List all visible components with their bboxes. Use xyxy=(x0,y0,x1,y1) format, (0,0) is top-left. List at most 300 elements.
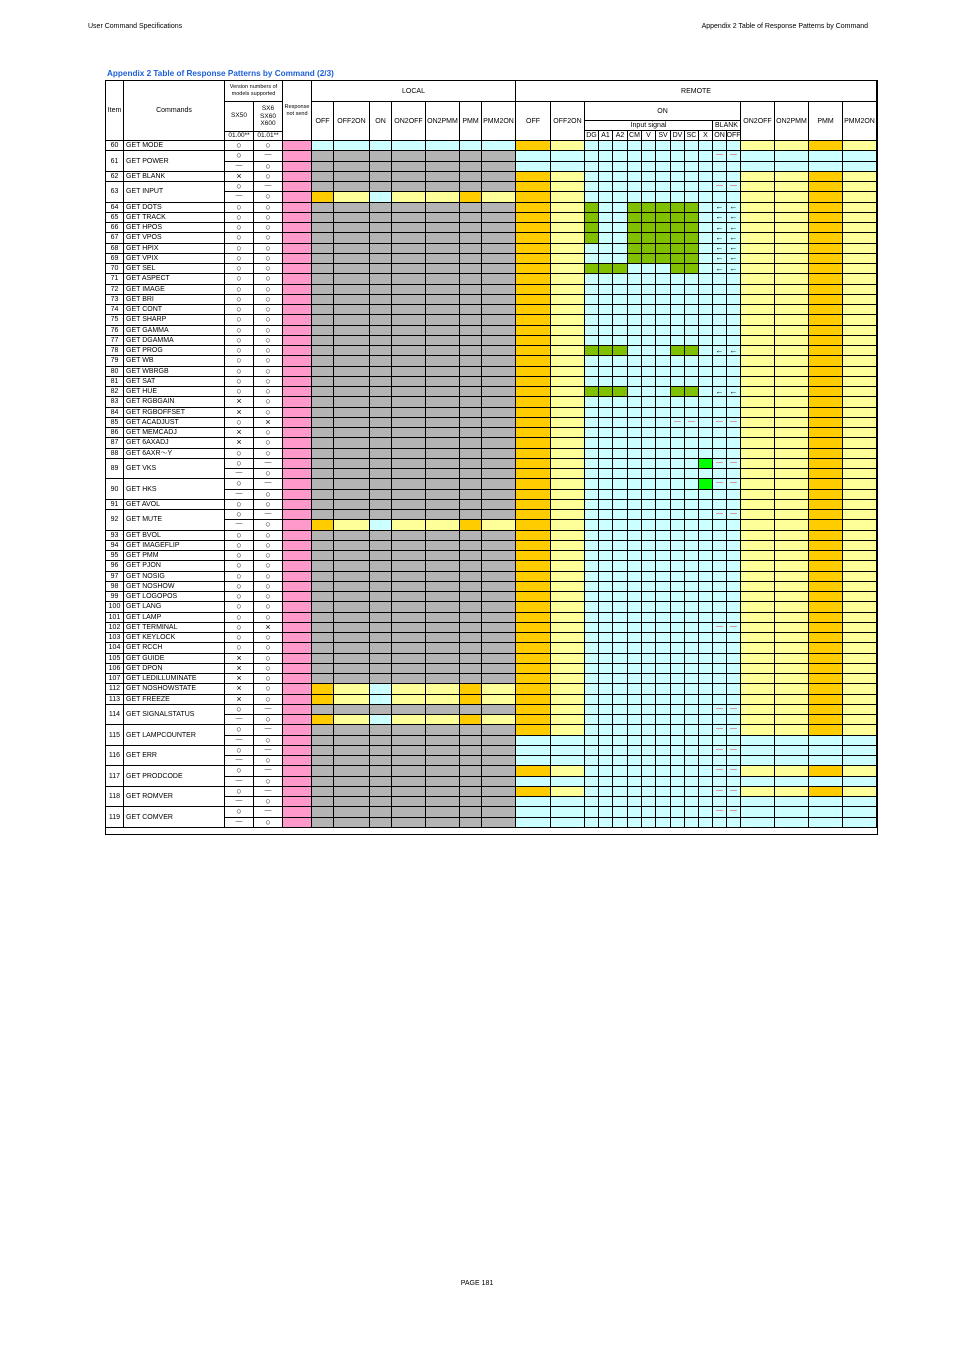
local-state-cell xyxy=(460,623,482,633)
response-cell xyxy=(283,551,312,561)
version-mark-sx50: × xyxy=(225,654,254,664)
version-mark-sx50: ○ xyxy=(225,725,254,735)
row-command: GET SAT xyxy=(124,377,225,387)
response-cell xyxy=(283,305,312,315)
remote-state-cell xyxy=(642,572,656,582)
remote-state-cell xyxy=(741,633,775,643)
remote-state-cell xyxy=(585,561,599,571)
remote-state-cell xyxy=(727,162,741,172)
remote-state-cell xyxy=(741,643,775,653)
remote-state-cell xyxy=(585,746,599,756)
remote-state-cell xyxy=(843,213,877,223)
version-mark-sx60: ○ xyxy=(254,285,283,295)
local-state-cell xyxy=(334,479,370,489)
remote-state-cell xyxy=(699,787,713,797)
local-state-cell xyxy=(370,643,392,653)
local-state-cell xyxy=(334,469,370,479)
local-state-cell xyxy=(312,315,334,325)
remote-state-cell xyxy=(599,162,613,172)
remote-state-cell xyxy=(516,715,551,725)
remote-state-cell xyxy=(628,367,642,377)
remote-state-cell xyxy=(809,520,843,530)
local-state-cell xyxy=(370,695,392,705)
remote-state-cell xyxy=(741,203,775,213)
remote-state-cell xyxy=(685,182,699,192)
remote-state-cell xyxy=(843,356,877,366)
version-mark-sx60: ○ xyxy=(254,797,283,807)
remote-state-cell xyxy=(656,213,671,223)
remote-state-cell xyxy=(699,469,713,479)
local-state-cell xyxy=(392,151,426,161)
local-state-cell xyxy=(460,346,482,356)
local-state-cell xyxy=(334,182,370,192)
local-state-cell xyxy=(312,510,334,520)
remote-state-cell xyxy=(671,408,685,418)
remote-state-cell xyxy=(699,367,713,377)
local-state-cell xyxy=(334,326,370,336)
local-state-cell xyxy=(312,807,334,817)
remote-state-cell xyxy=(809,182,843,192)
remote-state-cell xyxy=(809,408,843,418)
response-cell xyxy=(283,623,312,633)
local-state-cell xyxy=(392,623,426,633)
remote-state-cell xyxy=(699,807,713,817)
version-mark-sx60: ○ xyxy=(254,162,283,172)
local-state-cell xyxy=(370,715,392,725)
version-mark-sx60: ○ xyxy=(254,223,283,233)
remote-state-cell xyxy=(741,274,775,284)
local-state-cell xyxy=(460,356,482,366)
remote-state-cell xyxy=(599,623,613,633)
local-state-cell xyxy=(334,141,370,151)
remote-state-cell xyxy=(775,736,809,746)
remote-state-cell xyxy=(727,469,741,479)
remote-state-cell xyxy=(551,654,585,664)
local-state-cell xyxy=(426,305,460,315)
local-state-cell xyxy=(426,715,460,725)
remote-state-cell xyxy=(599,633,613,643)
remote-state-cell xyxy=(671,500,685,510)
remote-state-cell xyxy=(775,510,809,520)
remote-state-cell xyxy=(516,777,551,787)
remote-state-cell xyxy=(551,500,585,510)
remote-state-cell xyxy=(809,736,843,746)
remote-state-cell xyxy=(585,449,599,459)
local-state-cell xyxy=(312,213,334,223)
local-state-cell xyxy=(334,203,370,213)
local-state-cell xyxy=(370,613,392,623)
blank-arrow-icon: ← xyxy=(713,203,727,213)
remote-state-cell xyxy=(699,613,713,623)
row-item-number: 84 xyxy=(106,408,124,418)
remote-state-cell xyxy=(671,192,685,202)
remote-state-cell xyxy=(699,766,713,776)
remote-state-cell xyxy=(699,438,713,448)
remote-state-cell xyxy=(713,643,727,653)
remote-state-cell xyxy=(551,172,585,182)
row-command: GET WB xyxy=(124,356,225,366)
local-state-cell xyxy=(482,715,516,725)
version-mark-sx60: ○ xyxy=(254,346,283,356)
remote-state-cell xyxy=(585,397,599,407)
remote-state-cell xyxy=(656,285,671,295)
row-command: GET RGBGAIN xyxy=(124,397,225,407)
remote-state-cell xyxy=(516,459,551,469)
remote-state-cell xyxy=(727,520,741,530)
remote-state-cell xyxy=(628,807,642,817)
remote-state-cell xyxy=(599,356,613,366)
remote-state-cell xyxy=(599,572,613,582)
remote-state-cell xyxy=(699,356,713,366)
remote-state-cell xyxy=(685,531,699,541)
remote-state-cell xyxy=(516,797,551,807)
remote-state-cell xyxy=(628,818,642,828)
remote-state-cell xyxy=(599,295,613,305)
remote-state-cell xyxy=(551,244,585,254)
version-mark-sx60: ○ xyxy=(254,592,283,602)
row-item-number: 114 xyxy=(106,705,124,726)
local-state-cell xyxy=(460,479,482,489)
response-cell xyxy=(283,674,312,684)
local-state-cell xyxy=(392,510,426,520)
remote-state-cell xyxy=(671,203,685,213)
remote-state-cell xyxy=(516,377,551,387)
remote-state-cell xyxy=(671,254,685,264)
local-state-cell xyxy=(334,520,370,530)
remote-state-cell xyxy=(585,428,599,438)
remote-state-cell xyxy=(642,510,656,520)
remote-state-cell xyxy=(642,766,656,776)
remote-state-cell xyxy=(699,285,713,295)
response-cell xyxy=(283,582,312,592)
remote-state-cell xyxy=(585,264,599,274)
remote-state-cell xyxy=(551,346,585,356)
row-command: GET FREEZE xyxy=(124,695,225,705)
remote-state-cell xyxy=(516,705,551,715)
version-mark-sx50: ○ xyxy=(225,315,254,325)
remote-state-cell xyxy=(775,797,809,807)
remote-state-cell xyxy=(809,531,843,541)
remote-state-cell xyxy=(628,315,642,325)
remote-state-cell xyxy=(775,643,809,653)
remote-state-cell xyxy=(656,602,671,612)
remote-state-cell xyxy=(656,356,671,366)
remote-state-cell xyxy=(585,490,599,500)
header-local-col: OFF xyxy=(312,102,334,141)
local-state-cell xyxy=(370,418,392,428)
version-mark-sx50: ○ xyxy=(225,807,254,817)
remote-state-cell xyxy=(599,818,613,828)
remote-state-cell xyxy=(613,787,628,797)
version-mark-sx50: × xyxy=(225,695,254,705)
local-state-cell xyxy=(482,367,516,377)
version-mark-sx60: ○ xyxy=(254,572,283,582)
remote-state-cell xyxy=(713,674,727,684)
local-state-cell xyxy=(460,725,482,735)
remote-state-cell xyxy=(741,818,775,828)
local-state-cell xyxy=(334,643,370,653)
remote-state-cell xyxy=(671,695,685,705)
remote-state-cell xyxy=(741,582,775,592)
local-state-cell xyxy=(482,244,516,254)
remote-state-cell xyxy=(685,213,699,223)
remote-state-cell xyxy=(775,346,809,356)
row-item-number: 79 xyxy=(106,356,124,366)
local-state-cell xyxy=(460,244,482,254)
remote-state-cell xyxy=(613,602,628,612)
local-state-cell xyxy=(426,326,460,336)
row-command: GET WBRGB xyxy=(124,367,225,377)
remote-state-cell xyxy=(551,756,585,766)
version-mark-sx50: ○ xyxy=(225,572,254,582)
local-state-cell xyxy=(482,818,516,828)
remote-state-cell xyxy=(628,479,642,489)
remote-state-cell xyxy=(551,397,585,407)
local-state-cell xyxy=(482,315,516,325)
local-state-cell xyxy=(460,223,482,233)
remote-state-cell xyxy=(656,192,671,202)
remote-state-cell xyxy=(599,479,613,489)
version-mark-sx60: ○ xyxy=(254,500,283,510)
remote-state-cell xyxy=(741,428,775,438)
remote-state-cell xyxy=(775,315,809,325)
remote-state-cell xyxy=(685,408,699,418)
remote-state-cell xyxy=(843,684,877,694)
local-state-cell xyxy=(426,664,460,674)
remote-state-cell xyxy=(551,705,585,715)
remote-state-cell xyxy=(741,162,775,172)
local-state-cell xyxy=(312,397,334,407)
remote-state-cell xyxy=(685,346,699,356)
local-state-cell xyxy=(426,274,460,284)
local-state-cell xyxy=(392,223,426,233)
remote-state-cell xyxy=(613,438,628,448)
local-state-cell xyxy=(370,367,392,377)
local-state-cell xyxy=(482,664,516,674)
local-state-cell xyxy=(460,643,482,653)
remote-state-cell xyxy=(642,244,656,254)
local-state-cell xyxy=(392,674,426,684)
remote-state-cell xyxy=(628,264,642,274)
local-state-cell xyxy=(334,295,370,305)
remote-state-cell xyxy=(727,367,741,377)
remote-state-cell xyxy=(843,469,877,479)
response-cell xyxy=(283,418,312,428)
remote-state-cell xyxy=(713,541,727,551)
remote-state-cell xyxy=(809,428,843,438)
local-state-cell xyxy=(426,520,460,530)
remote-state-cell xyxy=(685,336,699,346)
remote-state-cell xyxy=(741,254,775,264)
response-cell xyxy=(283,459,312,469)
remote-state-cell xyxy=(656,746,671,756)
remote-state-cell xyxy=(551,326,585,336)
remote-state-cell xyxy=(551,674,585,684)
remote-state-cell xyxy=(685,449,699,459)
version-mark-sx60: ○ xyxy=(254,233,283,243)
remote-state-cell xyxy=(642,274,656,284)
version-mark-sx50: ○ xyxy=(225,377,254,387)
row-command: GET HPIX xyxy=(124,244,225,254)
remote-state-cell xyxy=(642,643,656,653)
remote-state-cell xyxy=(685,254,699,264)
version-mark-sx60: ○ xyxy=(254,818,283,828)
remote-state-cell xyxy=(656,469,671,479)
remote-state-cell xyxy=(585,725,599,735)
local-state-cell xyxy=(482,387,516,397)
remote-state-cell xyxy=(642,264,656,274)
local-state-cell xyxy=(370,182,392,192)
local-state-cell xyxy=(426,797,460,807)
local-state-cell xyxy=(312,459,334,469)
remote-state-cell xyxy=(656,623,671,633)
remote-state-cell xyxy=(843,418,877,428)
local-state-cell xyxy=(334,551,370,561)
remote-state-cell xyxy=(809,551,843,561)
remote-state-cell xyxy=(775,264,809,274)
local-state-cell xyxy=(482,459,516,469)
remote-state-cell xyxy=(642,408,656,418)
remote-state-cell xyxy=(599,315,613,325)
remote-state-cell xyxy=(613,766,628,776)
remote-state-cell xyxy=(809,592,843,602)
version-mark-sx60: － xyxy=(254,705,283,715)
remote-state-cell xyxy=(741,479,775,489)
remote-state-cell xyxy=(809,643,843,653)
remote-state-cell xyxy=(775,613,809,623)
response-cell xyxy=(283,797,312,807)
remote-state-cell xyxy=(727,818,741,828)
remote-state-cell xyxy=(713,377,727,387)
local-state-cell xyxy=(426,295,460,305)
response-cell xyxy=(283,520,312,530)
version-mark-sx60: ○ xyxy=(254,295,283,305)
local-state-cell xyxy=(482,254,516,264)
response-cell xyxy=(283,182,312,192)
local-state-cell xyxy=(334,244,370,254)
remote-state-cell xyxy=(599,705,613,715)
local-state-cell xyxy=(312,182,334,192)
local-state-cell xyxy=(370,551,392,561)
version-mark-sx50: － xyxy=(225,162,254,172)
remote-state-cell xyxy=(727,336,741,346)
remote-state-cell xyxy=(685,695,699,705)
remote-state-cell xyxy=(642,602,656,612)
remote-state-cell xyxy=(656,520,671,530)
local-state-cell xyxy=(482,736,516,746)
local-state-cell xyxy=(334,613,370,623)
response-cell xyxy=(283,725,312,735)
blank-arrow-icon: ← xyxy=(713,264,727,274)
local-state-cell xyxy=(460,684,482,694)
local-state-cell xyxy=(334,797,370,807)
version-mark-sx50: － xyxy=(225,520,254,530)
remote-state-cell xyxy=(741,756,775,766)
local-state-cell xyxy=(334,387,370,397)
remote-state-cell xyxy=(628,664,642,674)
remote-state-cell xyxy=(713,315,727,325)
remote-state-cell xyxy=(843,479,877,489)
remote-state-cell xyxy=(741,223,775,233)
local-state-cell xyxy=(426,736,460,746)
row-item-number: 74 xyxy=(106,305,124,315)
remote-state-cell xyxy=(843,715,877,725)
remote-state-cell xyxy=(516,356,551,366)
local-state-cell xyxy=(334,408,370,418)
dash-icon: － xyxy=(671,418,685,428)
remote-state-cell xyxy=(843,387,877,397)
remote-state-cell xyxy=(628,500,642,510)
version-mark-sx50: ○ xyxy=(225,500,254,510)
remote-state-cell xyxy=(628,172,642,182)
local-state-cell xyxy=(334,807,370,817)
local-state-cell xyxy=(460,500,482,510)
version-mark-sx50: × xyxy=(225,172,254,182)
remote-state-cell xyxy=(809,285,843,295)
remote-state-cell xyxy=(613,428,628,438)
remote-state-cell xyxy=(613,326,628,336)
blank-arrow-icon: ← xyxy=(727,244,741,254)
remote-state-cell xyxy=(551,766,585,776)
remote-state-cell xyxy=(671,633,685,643)
header-signal-col: A2 xyxy=(613,131,628,141)
local-state-cell xyxy=(426,223,460,233)
remote-state-cell xyxy=(775,684,809,694)
remote-state-cell xyxy=(699,500,713,510)
remote-state-cell xyxy=(613,285,628,295)
local-state-cell xyxy=(334,561,370,571)
remote-state-cell xyxy=(809,326,843,336)
header-version-sx60: 01.01** xyxy=(254,132,283,141)
local-state-cell xyxy=(460,182,482,192)
remote-state-cell xyxy=(699,777,713,787)
remote-state-cell xyxy=(551,807,585,817)
local-state-cell xyxy=(370,602,392,612)
remote-state-cell xyxy=(599,643,613,653)
remote-state-cell xyxy=(613,305,628,315)
remote-state-cell xyxy=(656,326,671,336)
version-mark-sx60: ○ xyxy=(254,336,283,346)
remote-state-cell xyxy=(599,213,613,223)
remote-state-cell xyxy=(656,561,671,571)
remote-state-cell xyxy=(809,305,843,315)
remote-state-cell xyxy=(699,223,713,233)
remote-state-cell xyxy=(775,500,809,510)
remote-state-cell xyxy=(628,254,642,264)
remote-state-cell xyxy=(516,172,551,182)
local-state-cell xyxy=(426,233,460,243)
remote-state-cell xyxy=(628,408,642,418)
local-state-cell xyxy=(426,336,460,346)
remote-state-cell xyxy=(516,695,551,705)
remote-state-cell xyxy=(809,664,843,674)
remote-state-cell xyxy=(727,715,741,725)
local-state-cell xyxy=(392,633,426,643)
remote-state-cell xyxy=(551,469,585,479)
local-state-cell xyxy=(312,305,334,315)
response-cell xyxy=(283,705,312,715)
row-item-number: 107 xyxy=(106,674,124,684)
remote-state-cell xyxy=(642,520,656,530)
row-item-number: 112 xyxy=(106,684,124,694)
row-command: GET DOTS xyxy=(124,203,225,213)
remote-state-cell xyxy=(585,572,599,582)
version-mark-sx60: ○ xyxy=(254,326,283,336)
dash-icon: － xyxy=(727,479,741,489)
remote-state-cell xyxy=(775,244,809,254)
remote-state-cell xyxy=(642,500,656,510)
version-mark-sx50: ○ xyxy=(225,766,254,776)
